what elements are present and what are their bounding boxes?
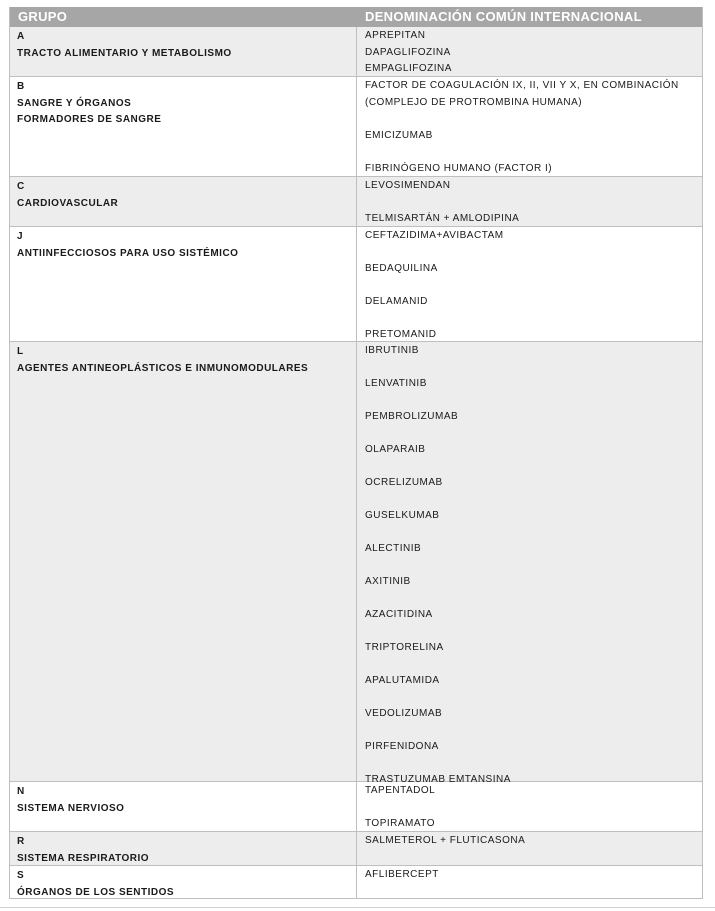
table-row bbox=[9, 77, 703, 177]
drug-name: FACTOR DE COAGULACIÓN IX, II, VII Y X, EN COMBINACIÓN (COMPLEJO DE PROTROMBINA HUMANA) bbox=[365, 80, 679, 108]
blank-line bbox=[365, 624, 703, 641]
table-row bbox=[9, 782, 703, 832]
table-row bbox=[9, 866, 703, 899]
group-cell bbox=[9, 782, 357, 831]
blank-line bbox=[365, 311, 703, 328]
group-name: CARDIOVASCULAR bbox=[17, 197, 119, 209]
group-cell bbox=[9, 832, 357, 865]
blank-line bbox=[365, 756, 703, 773]
dci-cell bbox=[357, 782, 703, 831]
blank-line bbox=[365, 492, 703, 509]
table-body bbox=[9, 27, 703, 899]
dci-cell bbox=[357, 227, 703, 341]
group-code: N bbox=[17, 786, 25, 797]
drug-name: FIBRINÓGENO HUMANO (FACTOR I) bbox=[365, 162, 553, 174]
blank-line bbox=[365, 459, 703, 476]
group-code: A bbox=[17, 31, 25, 42]
table-row bbox=[9, 342, 703, 785]
blank-line bbox=[365, 278, 703, 295]
drug-name: APREPITAN bbox=[365, 30, 426, 41]
table-row bbox=[9, 227, 703, 342]
drug-name: DELAMANID bbox=[365, 296, 428, 307]
group-cell bbox=[9, 866, 357, 898]
drug-name: TRASTUZUMAB EMTANSINA bbox=[365, 774, 511, 785]
table-header bbox=[9, 7, 703, 27]
group-code: C bbox=[17, 181, 25, 192]
blank-line bbox=[365, 657, 703, 674]
dci-cell bbox=[357, 342, 703, 785]
blank-line bbox=[365, 360, 703, 377]
group-cell bbox=[9, 342, 357, 781]
drug-name: AXITINIB bbox=[365, 576, 411, 587]
group-cell bbox=[9, 227, 357, 341]
blank-line bbox=[365, 723, 703, 740]
drug-name: TRIPTORELINA bbox=[365, 642, 444, 653]
dci-cell bbox=[357, 77, 703, 176]
drug-name: EMPAGLIFOZINA bbox=[365, 63, 452, 74]
table-row bbox=[9, 832, 703, 866]
blank-line bbox=[365, 195, 703, 212]
drug-name: PRETOMANID bbox=[365, 329, 437, 340]
group-cell bbox=[9, 177, 357, 226]
blank-line bbox=[365, 245, 703, 262]
group-name: SISTEMA RESPIRATORIO bbox=[17, 852, 150, 864]
group-name: AGENTES ANTINEOPLÁSTICOS E INMUNOMODULARES bbox=[17, 362, 309, 374]
header-dci: DENOMINACIÓN COMÚN INTERNACIONAL bbox=[365, 9, 642, 24]
drug-name: APALUTAMIDA bbox=[365, 675, 440, 686]
drug-name: TELMISARTÁN + AMLODIPINA bbox=[365, 213, 520, 224]
drug-name: OCRELIZUMAB bbox=[365, 477, 443, 488]
blank-line bbox=[365, 591, 703, 608]
group-code: R bbox=[17, 836, 25, 847]
group-name: SISTEMA NERVIOSO bbox=[17, 802, 125, 814]
group-name: SANGRE Y ÓRGANOS FORMADORES DE SANGRE bbox=[17, 97, 162, 125]
group-cell bbox=[9, 77, 357, 176]
drug-name: GUSELKUMAB bbox=[365, 510, 440, 521]
group-cell bbox=[9, 27, 357, 76]
blank-line bbox=[365, 800, 703, 817]
table-row bbox=[9, 27, 703, 77]
drug-name: BEDAQUILINA bbox=[365, 263, 438, 274]
group-code: J bbox=[17, 231, 24, 242]
blank-line bbox=[365, 525, 703, 542]
drug-name: PEMBROLIZUMAB bbox=[365, 411, 459, 422]
group-name: ÓRGANOS DE LOS SENTIDOS bbox=[17, 886, 175, 898]
group-code: L bbox=[17, 346, 24, 357]
drug-name: LENVATINIB bbox=[365, 378, 427, 389]
drug-name: TAPENTADOL bbox=[365, 785, 436, 796]
drug-name: PIRFENIDONA bbox=[365, 741, 439, 752]
group-code: S bbox=[17, 870, 25, 881]
group-code: B bbox=[17, 81, 25, 92]
dci-cell bbox=[357, 177, 703, 226]
blank-line bbox=[365, 111, 703, 128]
blank-line bbox=[365, 426, 703, 443]
table-row bbox=[9, 177, 703, 227]
drug-name: AFLIBERCEPT bbox=[365, 869, 439, 880]
dci-cell bbox=[357, 832, 703, 865]
drug-name: EMICIZUMAB bbox=[365, 129, 433, 141]
dci-cell bbox=[357, 27, 703, 76]
blank-line bbox=[365, 144, 703, 161]
group-name: TRACTO ALIMENTARIO Y METABOLISMO bbox=[17, 47, 232, 59]
dci-cell bbox=[357, 866, 703, 898]
drug-name: OLAPARAIB bbox=[365, 444, 426, 455]
group-name: ANTIINFECCIOSOS PARA USO SISTÉMICO bbox=[17, 247, 239, 259]
blank-line bbox=[365, 393, 703, 410]
drug-name: VEDOLIZUMAB bbox=[365, 708, 443, 719]
drug-name: ALECTINIB bbox=[365, 543, 422, 554]
drug-name: AZACITIDINA bbox=[365, 609, 433, 620]
drug-name: SALMETEROL + FLUTICASONA bbox=[365, 835, 526, 846]
blank-line bbox=[365, 558, 703, 575]
drug-group-table bbox=[9, 7, 703, 899]
drug-name: CEFTAZIDIMA+AVIBACTAM bbox=[365, 230, 504, 241]
blank-line bbox=[365, 690, 703, 707]
drug-name: TOPIRAMATO bbox=[365, 818, 436, 829]
drug-name: LEVOSIMENDAN bbox=[365, 180, 451, 191]
drug-name: IBRUTINIB bbox=[365, 345, 419, 356]
header-group: GRUPO bbox=[18, 9, 68, 24]
drug-name: DAPAGLIFOZINA bbox=[365, 46, 451, 58]
page-divider bbox=[0, 907, 715, 908]
